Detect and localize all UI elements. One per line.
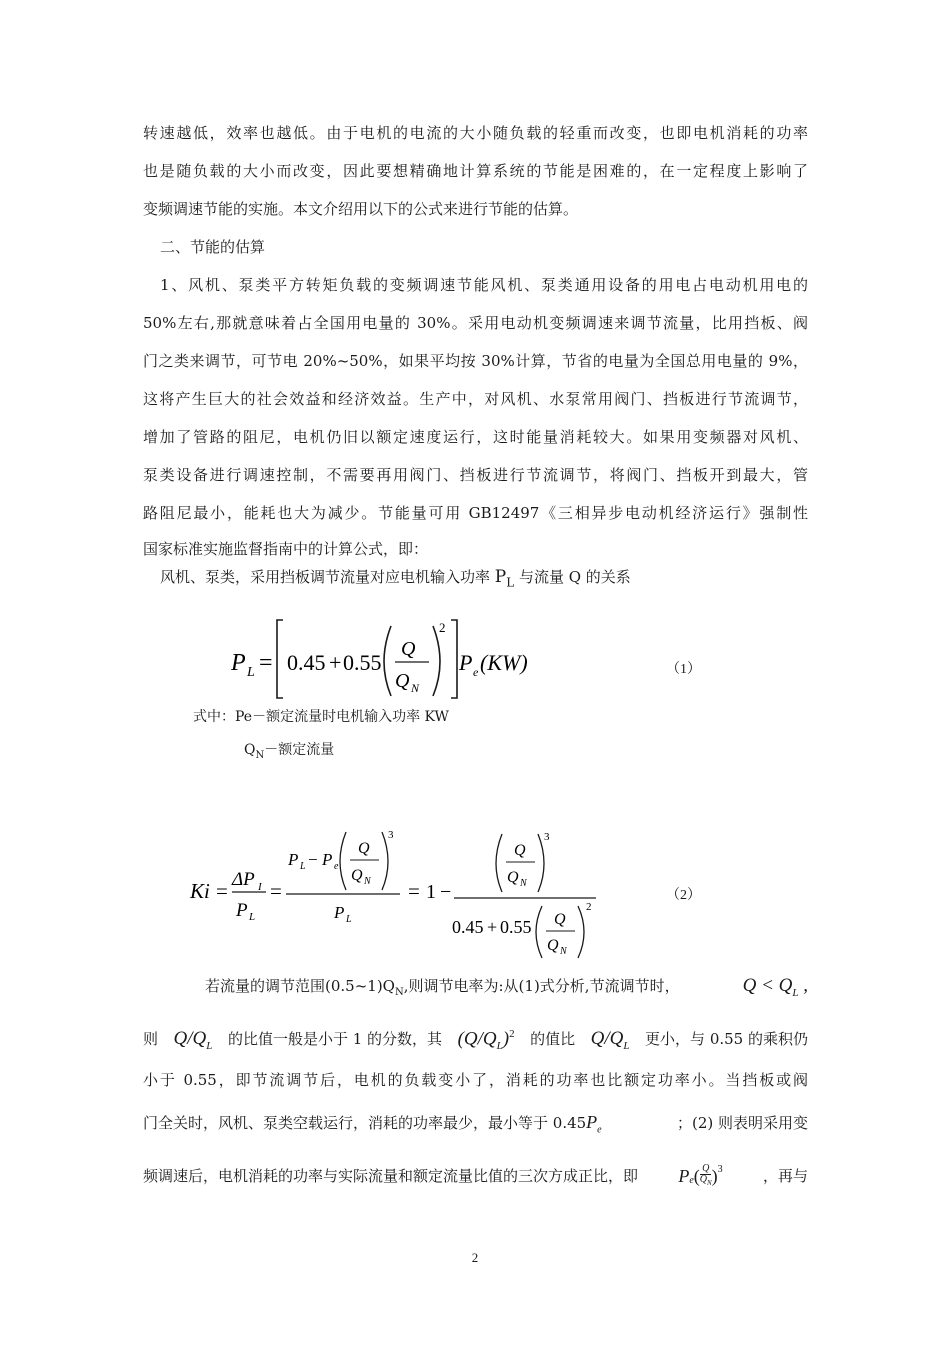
inline-q-over-ql: $Q/Q_L$	[173, 1028, 213, 1053]
eq2-delta-p: ΔP	[232, 869, 255, 890]
symbol-pl: $P_L$	[494, 567, 515, 590]
paragraph-line: 也是随负载的大小而改变，因此要想精确地计算系统的节能是困难的，在一定程度上影响了	[143, 162, 808, 180]
eq2-exp3-1: 3	[388, 829, 394, 841]
equation-2	[186, 820, 616, 960]
eq2-qn-1-sub: N	[364, 876, 371, 887]
eq2-pl-1: P	[236, 900, 248, 921]
eq2-delta-sub: I	[258, 881, 262, 893]
eq2-lhs: Ki	[190, 879, 210, 903]
paragraph-line	[160, 567, 631, 592]
text-run: 频调速后，电机消耗的功率与实际流量和额定流量比值的三次方成正比，即	[143, 1167, 639, 1185]
paragraph-line	[143, 1112, 808, 1141]
eq2-qn-3-sub: N	[560, 946, 567, 957]
eq2-paren-r3	[578, 906, 584, 958]
eq1-unit: (KW)	[480, 650, 528, 675]
eq1-right-paren	[433, 626, 440, 696]
eq2-minus: −	[308, 850, 318, 869]
eq2-paren-l3	[536, 906, 542, 958]
eq2-pl-2: P	[288, 850, 299, 869]
text-run: 与流量 Q 的关系	[514, 568, 631, 586]
eq1-frac-num: Q	[401, 638, 416, 660]
equation-2-number: （2）	[666, 888, 701, 903]
paragraph-line: 泵类设备进行调速控制，不需要再用阀门、挡板进行节流调节，将阀门、挡板开到最大，管	[143, 466, 808, 484]
definition-qn: $Q_N-$额定流量	[244, 742, 335, 761]
eq1-const2: 0.55	[343, 650, 382, 675]
paragraph-line: 这将产生巨大的社会效益和经济效益。生产中，对风机、水泵常用阀门、挡板进行节流调节，	[143, 390, 808, 408]
text-run: 风机、泵类，采用挡板调节流量对应电机输入功率	[160, 568, 495, 586]
eq2-qn-2: Q	[507, 869, 519, 886]
eq2-c045: 0.45	[452, 917, 484, 937]
paragraph-line	[143, 1024, 808, 1056]
eq2-exp3-2: 3	[544, 831, 550, 843]
eq1-exponent: 2	[439, 620, 446, 635]
eq1-left-bracket	[277, 620, 283, 698]
paragraph-line: 转速越低，效率也越低。由于电机的电流的大小随负载的轻重而改变，也即电机消耗的功率	[143, 124, 808, 142]
eq2-qn-2-sub: N	[520, 878, 527, 889]
text-run: 则	[143, 1030, 159, 1049]
eq1-lhs: P	[231, 650, 246, 676]
eq1-equals: =	[259, 650, 273, 676]
eq2-pl-2-sub: L	[300, 861, 306, 872]
eq2-equals-3: =	[408, 879, 420, 903]
text-run: 的比值一般是小于 1 的分数，其	[227, 1030, 443, 1049]
eq2-pl-1-sub: L	[249, 911, 256, 923]
eq2-one: 1	[426, 881, 436, 903]
eq2-paren-l1	[340, 832, 346, 890]
eq1-frac-den: Q	[395, 670, 410, 692]
eq2-plus: +	[487, 917, 498, 937]
paragraph-line: 路阻尼最小，能耗也大为减少。节能量可用 GB12497《三相异步电动机经济运行》强制性	[143, 504, 808, 522]
eq1-pe-sub: e	[473, 665, 479, 679]
eq1-pe: P	[459, 650, 473, 675]
paragraph-line: 小于 0.55，即节流调节后，电机的负载变小了，消耗的功率也比额定功率小。当挡板或阀	[143, 1071, 808, 1089]
inline-q-ql-squared: $(Q/Q_L)^2$	[457, 1028, 515, 1053]
eq2-q-3: Q	[554, 911, 566, 928]
eq2-c055: 0.55	[500, 917, 532, 937]
eq1-plus: +	[329, 650, 342, 675]
eq2-exp2: 2	[586, 901, 592, 913]
paragraph-line: 国家标准实施监督指南中的计算公式，即：	[143, 540, 429, 558]
eq1-right-bracket	[451, 620, 457, 698]
equation-1	[225, 612, 545, 704]
eq2-minus-2: −	[440, 881, 452, 903]
eq1-frac-den-sub: N	[411, 681, 420, 695]
text-run: ；(2) 则表明采用变	[676, 1114, 808, 1132]
text-run: 门全关时，风机、泵类空载运行，消耗的功率最少，最小等于 $0.45P_e$	[143, 1112, 602, 1136]
definition-pe: 式中：Pe－额定流量时电机输入功率 KW	[193, 709, 449, 725]
eq2-q-1: Q	[358, 840, 370, 857]
eq1-left-paren	[384, 626, 391, 696]
eq1-lhs-sub: L	[247, 665, 255, 680]
text-run: 若流量的调节范围$(0.5\sim 1)Q_N$,则调节电率为:从(1)式分析,节流调节时，	[205, 977, 680, 998]
eq2-q-2: Q	[514, 842, 526, 859]
eq2-pe: P	[322, 850, 333, 869]
section-heading: 二、节能的估算	[160, 238, 266, 256]
eq1-const1: 0.45	[287, 650, 326, 675]
page-number: 2	[471, 1250, 479, 1265]
eq2-qn-1: Q	[351, 867, 363, 884]
paragraph-line	[143, 1160, 808, 1192]
text-run: 的值比	[530, 1030, 576, 1049]
inline-q-over-ql-2: $Q/Q_L$	[590, 1028, 630, 1053]
paragraph-line: 1、风机、泵类平方转矩负载的变频调速节能风机、泵类通用设备的用电占电动机用电的	[160, 276, 808, 294]
paragraph-line: 增加了管路的阻尼，电机仍旧以额定速度运行，这时能量消耗较大。如果用变频器对风机、	[143, 428, 808, 446]
paragraph-line: 门之类来调节，可节电 20%~50%，如果平均按 30%计算，节省的电量为全国总用电量的 9%，	[143, 352, 808, 370]
eq2-equals-2: =	[270, 879, 282, 903]
inline-pe: $P_e$	[586, 1112, 602, 1136]
eq2-pl-3: P	[334, 903, 345, 922]
inline-q-lt-ql: $Q < Q_L$ ,	[742, 975, 808, 999]
eq2-paren-l2	[496, 834, 502, 892]
inline-pe-cube: P $_e$ ( Q $Q_N$ ) $^3$	[678, 1163, 723, 1187]
eq2-pl-3-sub: L	[346, 914, 352, 925]
eq2-pe-sub: e	[334, 861, 339, 872]
text-run: 更小，与 0.55 的乘积仍	[645, 1030, 808, 1049]
paragraph-line: 变频调速节能的实施。本文介绍用以下的公式来进行节能的估算。	[143, 200, 579, 218]
eq2-equals-1: =	[216, 879, 228, 903]
eq2-qn-3: Q	[547, 937, 559, 954]
paragraph-line: 50%左右,那就意味着占全国用电量的 30%。采用电动机变频调速来调节流量，比用挡板、阀	[143, 314, 808, 332]
text-run: ，再与	[762, 1167, 808, 1185]
paragraph-line	[205, 976, 808, 1003]
equation-1-number: （1）	[666, 662, 701, 677]
